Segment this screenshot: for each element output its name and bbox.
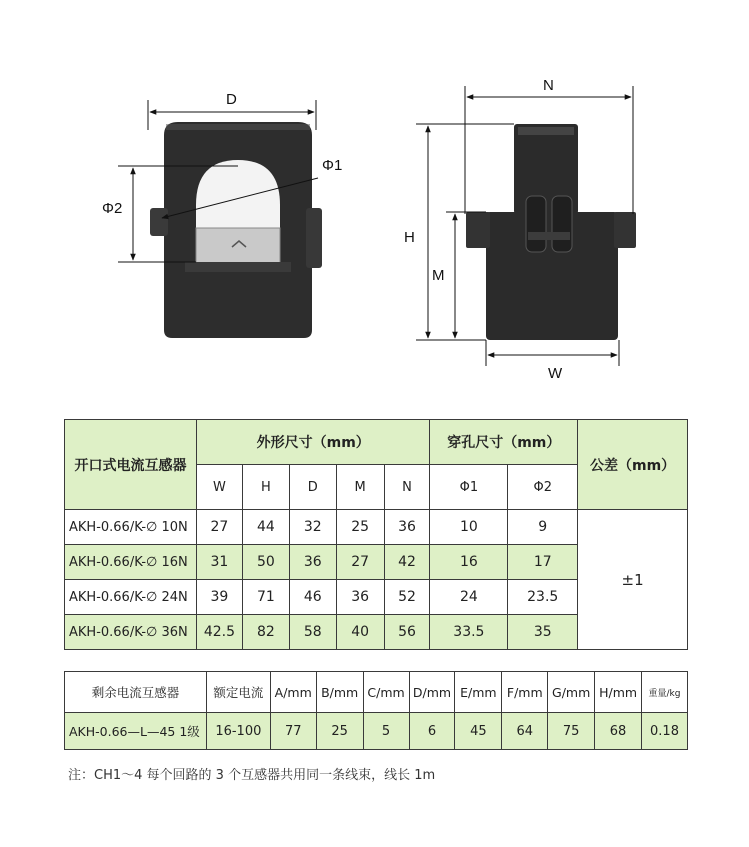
value-cell: 16 xyxy=(430,545,508,580)
group-header-hole: 穿孔尺寸（mm） xyxy=(430,420,578,465)
value-cell: 27 xyxy=(196,510,242,545)
value-cell: 17 xyxy=(508,545,578,580)
label-d: D xyxy=(226,91,237,108)
col-header: W xyxy=(196,465,242,510)
model-cell: AKH-0.66/K-∅ 36N xyxy=(65,615,197,650)
rcd-header: D/mm xyxy=(409,672,455,713)
label-w: W xyxy=(548,365,563,382)
col-header: H xyxy=(242,465,289,510)
dim-w xyxy=(486,340,619,382)
footnote: 注：CH1～4 每个回路的 3 个互感器共用同一条线束，线长 1m xyxy=(68,768,436,783)
label-phi1: Φ1 xyxy=(322,157,343,174)
model-cell: AKH-0.66/K-∅ 24N xyxy=(65,580,197,615)
rcd-header: F/mm xyxy=(502,672,548,713)
value-cell: 39 xyxy=(196,580,242,615)
value-cell: 10 xyxy=(430,510,508,545)
value-cell: 42.5 xyxy=(196,615,242,650)
rcd-header: G/mm xyxy=(548,672,595,713)
value-cell: 32 xyxy=(289,510,336,545)
value-cell: 5 xyxy=(363,713,409,750)
table-row xyxy=(65,713,688,750)
value-cell: 45 xyxy=(455,713,502,750)
value-cell: 50 xyxy=(242,545,289,580)
value-cell: 52 xyxy=(384,580,430,615)
value-cell: 71 xyxy=(242,580,289,615)
model-cell: AKH-0.66/K-∅ 10N xyxy=(65,510,197,545)
value-cell: 40 xyxy=(336,615,384,650)
value-cell: 16-100 xyxy=(206,713,270,750)
rcd-header: 重量/kg xyxy=(642,672,688,713)
table-row xyxy=(65,510,688,545)
rcd-header: E/mm xyxy=(455,672,502,713)
value-cell: 9 xyxy=(508,510,578,545)
rcd-header: 剩余电流互感器 xyxy=(65,672,207,713)
group-header-outline: 外形尺寸（mm） xyxy=(196,420,430,465)
col-header: M xyxy=(336,465,384,510)
value-cell: 35 xyxy=(508,615,578,650)
label-phi2: Φ2 xyxy=(102,200,123,217)
col-header: N xyxy=(384,465,430,510)
col-header: D xyxy=(289,465,336,510)
split-core-ct-spec-table xyxy=(64,419,688,650)
value-cell: 36 xyxy=(289,545,336,580)
product-drawings xyxy=(0,0,749,400)
rcd-header: C/mm xyxy=(363,672,409,713)
residual-current-ct-table xyxy=(64,671,688,750)
value-cell: 0.18 xyxy=(642,713,688,750)
value-cell: 46 xyxy=(289,580,336,615)
value-cell: 25 xyxy=(316,713,363,750)
value-cell: 33.5 xyxy=(430,615,508,650)
label-m: M xyxy=(432,267,445,284)
value-cell: 77 xyxy=(270,713,316,750)
rcd-header: H/mm xyxy=(595,672,642,713)
value-cell: 31 xyxy=(196,545,242,580)
value-cell: 36 xyxy=(336,580,384,615)
table-title: 开口式电流互感器 xyxy=(65,420,197,510)
tolerance-value: ±1 xyxy=(578,510,688,650)
rcd-header: 额定电流 xyxy=(206,672,270,713)
value-cell: 56 xyxy=(384,615,430,650)
model-cell: AKH-0.66—L—45 1级 xyxy=(65,713,207,750)
tolerance-header: 公差（mm） xyxy=(578,420,688,510)
label-n: N xyxy=(543,77,554,94)
value-cell: 24 xyxy=(430,580,508,615)
col-header: Φ1 xyxy=(430,465,508,510)
value-cell: 25 xyxy=(336,510,384,545)
rcd-header: B/mm xyxy=(316,672,363,713)
front-view-ct xyxy=(150,122,322,338)
value-cell: 75 xyxy=(548,713,595,750)
label-h: H xyxy=(404,229,415,246)
value-cell: 27 xyxy=(336,545,384,580)
value-cell: 23.5 xyxy=(508,580,578,615)
value-cell: 6 xyxy=(409,713,455,750)
value-cell: 64 xyxy=(502,713,548,750)
col-header: Φ2 xyxy=(508,465,578,510)
value-cell: 42 xyxy=(384,545,430,580)
value-cell: 58 xyxy=(289,615,336,650)
dimension-diagram xyxy=(0,0,749,400)
value-cell: 82 xyxy=(242,615,289,650)
model-cell: AKH-0.66/K-∅ 16N xyxy=(65,545,197,580)
value-cell: 36 xyxy=(384,510,430,545)
value-cell: 68 xyxy=(595,713,642,750)
rcd-header: A/mm xyxy=(270,672,316,713)
side-view-ct xyxy=(466,124,636,340)
value-cell: 44 xyxy=(242,510,289,545)
